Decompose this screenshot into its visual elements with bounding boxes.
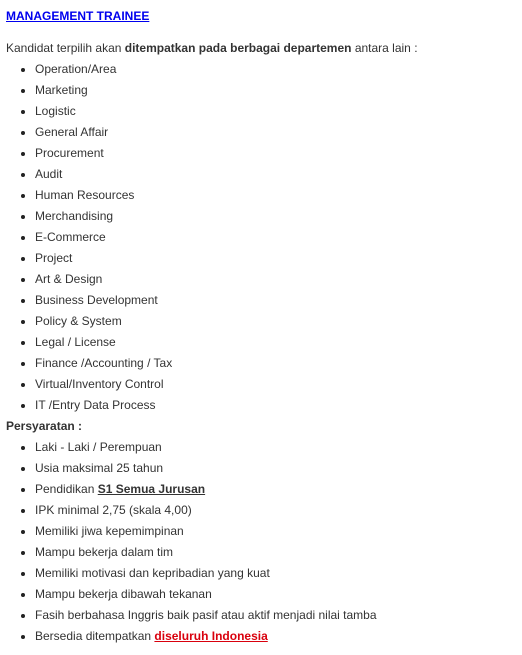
job-title-link[interactable]: MANAGEMENT TRAINEE	[6, 9, 150, 23]
bullet-icon	[21, 68, 25, 72]
bullet-icon	[21, 194, 25, 198]
department-item: E-Commerce	[6, 227, 516, 248]
requirement-item: Bersedia ditempatkan diseluruh Indonesia	[6, 626, 516, 647]
bullet-icon	[21, 131, 25, 135]
department-item: Merchandising	[6, 206, 516, 227]
requirement-item: IPK minimal 2,75 (skala 4,00)	[6, 500, 516, 521]
intro-paragraph	[6, 40, 516, 56]
bullet-icon	[21, 320, 25, 324]
bullet-icon	[21, 278, 25, 282]
bullet-icon	[21, 530, 25, 534]
bullet-icon	[21, 572, 25, 576]
requirement-item: Mampu bekerja dibawah tekanan	[6, 584, 516, 605]
bullet-icon	[21, 383, 25, 387]
bullet-icon	[21, 215, 25, 219]
intro-prefix: Kandidat terpilih akan	[6, 41, 125, 55]
job-post	[6, 8, 516, 647]
requirement-item: Usia maksimal 25 tahun	[6, 458, 516, 479]
department-item: Operation/Area	[6, 59, 516, 80]
bullet-icon	[21, 551, 25, 555]
bullet-icon	[21, 110, 25, 114]
bullet-icon	[21, 593, 25, 597]
department-item: Logistic	[6, 101, 516, 122]
department-item: Legal / License	[6, 332, 516, 353]
bullet-icon	[21, 488, 25, 492]
bullet-icon	[21, 404, 25, 408]
department-list	[6, 59, 516, 416]
requirement-item: Laki - Laki / Perempuan	[6, 437, 516, 458]
department-item: Art & Design	[6, 269, 516, 290]
department-item: Business Development	[6, 290, 516, 311]
department-item: Audit	[6, 164, 516, 185]
department-item: Finance /Accounting / Tax	[6, 353, 516, 374]
department-item: IT /Entry Data Process	[6, 395, 516, 416]
bullet-icon	[21, 173, 25, 177]
intro-suffix: antara lain :	[351, 41, 418, 55]
bullet-icon	[21, 89, 25, 93]
bullet-icon	[21, 152, 25, 156]
education-value: S1 Semua Jurusan	[97, 482, 206, 496]
requirement-item: Mampu bekerja dalam tim	[6, 542, 516, 563]
bullet-icon	[21, 341, 25, 345]
department-item: Procurement	[6, 143, 516, 164]
requirements-list	[6, 437, 516, 647]
bullet-icon	[21, 236, 25, 240]
requirement-item: Memiliki motivasi dan kepribadian yang kuat	[6, 563, 516, 584]
placement-link[interactable]: diseluruh Indonesia	[154, 629, 268, 643]
bullet-icon	[21, 299, 25, 303]
bullet-icon	[21, 362, 25, 366]
bullet-icon	[21, 467, 25, 471]
bullet-icon	[21, 635, 25, 639]
department-item: Policy & System	[6, 311, 516, 332]
department-item: Marketing	[6, 80, 516, 101]
bullet-icon	[21, 446, 25, 450]
bullet-icon	[21, 614, 25, 618]
requirement-item: Memiliki jiwa kepemimpinan	[6, 521, 516, 542]
bullet-icon	[21, 509, 25, 513]
requirements-heading: Persyaratan :	[6, 419, 83, 433]
department-item: Virtual/Inventory Control	[6, 374, 516, 395]
department-item: General Affair	[6, 122, 516, 143]
department-item: Project	[6, 248, 516, 269]
bullet-icon	[21, 257, 25, 261]
requirement-item: Fasih berbahasa Inggris baik pasif atau aktif menjadi nilai tamba	[6, 605, 516, 626]
department-item: Human Resources	[6, 185, 516, 206]
intro-bold: ditempatkan pada berbagai departemen	[124, 41, 352, 55]
requirement-item: Pendidikan S1 Semua Jurusan	[6, 479, 516, 500]
